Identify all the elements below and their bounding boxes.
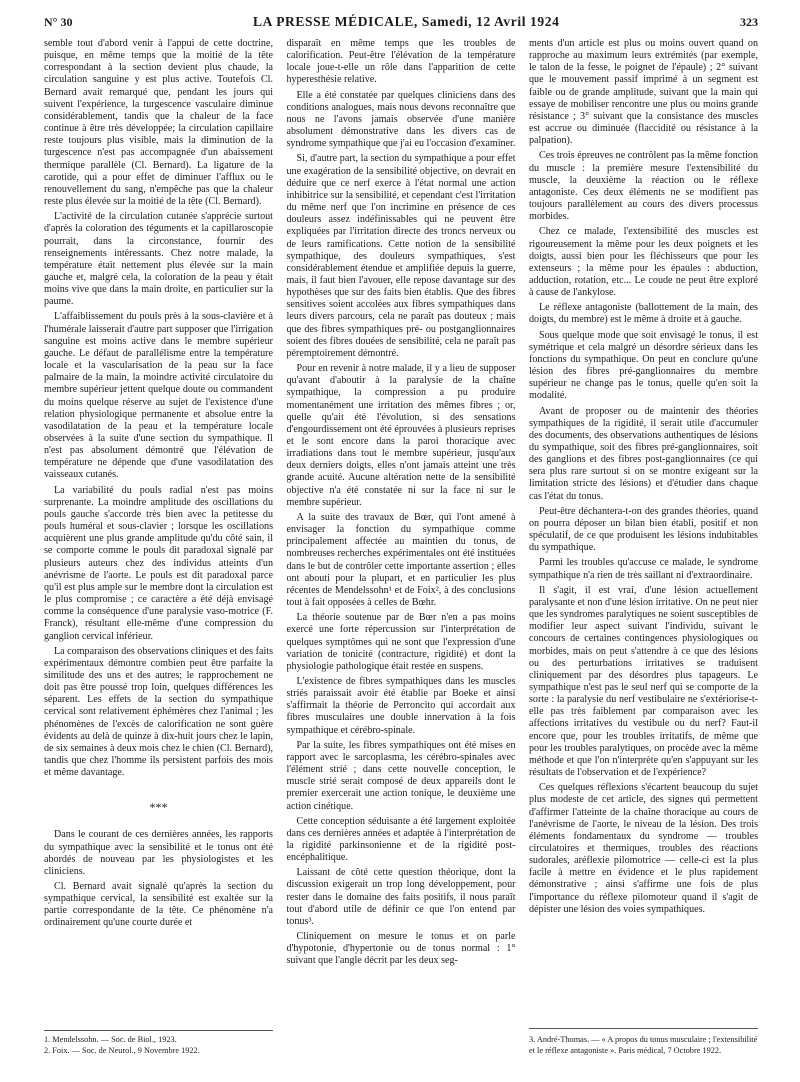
paragraph: Cl. Bernard avait signalé qu'après la section du sympathique cervical, la sensibilité est exaltée sur la partie correspondante de la tête. Ce phénomène n'a ordinairement qu'une courte durée et: [44, 881, 273, 929]
paragraph: L'activité de la circulation cutanée s'apprécie surtout d'après la coloration des téguments et la capillaroscopie pourrait, dans la circonstance, fournir des renseignements intéressants. Chez notre malade, la température était nettement plus élevée sur la main gauche et, malgré cela, la coloration de la peau y était moins vive que dans la main droite, en particulier sur la paume.: [44, 211, 273, 308]
paragraph: Le réflexe antagoniste (ballottement de la main, des doigts, du membre) est le même à droite et à gauche.: [529, 302, 758, 326]
paragraph: La variabilité du pouls radial n'est pas moins surprenante. La moindre amplitude des oscillations du pouls gauche s'accorde très bien avec la petitesse du pouls huméral et sous-clavier ; lorsque les oscillations acquièrent une plus grande amplitude qu'du côté sain, il se comporte comme le pouls dit paradoxal signalé par plusieurs auteurs chez des individus atteints d'un anévrisme de l'aorte. Le pouls est dit paradoxal parce qu'il est plus ample sur le membre dont la circulation est le plus compromise ; ce caractère a été déjà envisagé comme la conséquence d'une paralysie vaso-motrice (F. Franck), résultant elle-même d'une compression du ganglion cervical inférieur.: [44, 484, 273, 642]
paragraph: Ces trois épreuves ne contrôlent pas la même fonction du muscle : la première mesure l'extensibilité du muscle, la deuxième la réaction ou le réflexe antagoniste. Ces deux éléments ne se modifient pas toujours parallèlement au cours des divers processus morbides.: [529, 150, 758, 223]
page-header: [44, 14, 758, 36]
column-1: [44, 38, 273, 1068]
paragraph: Dans le courant de ces dernières années, les rapports du sympathique avec la sensibilité et le tonus ont été abordés de nouveau par les physiologistes et les cliniciens.: [44, 829, 273, 877]
issue-number: N° 30: [44, 15, 73, 29]
newspaper-page: [44, 14, 758, 1074]
paragraph: Elle a été constatée par quelques cliniciens dans des conditions analogues, mais nous devons reconnaître que nous ne l'avons jamais observée d'une manière absolument démonstrative dans les divers cas de syndrome sympathique que j'ai eu l'occasion d'examiner.: [286, 89, 516, 150]
paragraph: La théorie soutenue par de Bœr n'en a pas moins exercé une forte répercussion sur l'interprétation de quelques symptômes qui ne sont que l'expression d'une variation de tonicité (contracture, rigidité) et dont la physiologie pathologique était restée en suspens.: [286, 612, 516, 672]
paragraph: Cliniquement on mesure le tonus et on parle d'hypotonie, d'hypertonie ou de tonus normal : 1° suivant que l'angle décrit par les deux seg-: [286, 931, 516, 967]
footnotes: [44, 1030, 273, 1056]
paragraph: Peut-être déchantera-t-on des grandes théories, quand on pourra déposer un bilan bien établi, positif et non spéculatif, de ce que produisent les lésions indubitables du sympathique.: [529, 505, 758, 554]
paragraph: Laissant de côté cette question théorique, dont la discussion exigerait un trop long développement, pour rester dans le domaine des faits positifs, il nous paraît tout d'abord utile de définir ce que l'on entend par tonus³.: [286, 867, 516, 927]
paragraph: Il s'agit, il est vrai, d'une lésion actuellement paralysante et non d'une lésion irritative. On ne peut nier que les syndromes paralytiques ne soient susceptibles de modifier leur aspect suivant l'individu, suivant le concours de certaines contingences physiologiques ou morbides, mais on peut s'attendre à ce que des lésions ou des perturbations irritatives se traduisent cliniquement par des désordres plus tapageurs. Le sympathique n'est pas le seul nerf qui se comporte de la sorte : la paralysie du nerf vestibulaire ne s'extériorise-t-elle pas très faiblement par comparaison avec les affections irritatives du vestibule ou du nerf? Faut-il encore que, pour les troubles irritatifs, de même que pour les troubles paralytiques, on procède avec la même méthode et que l'on n'interprète qu'en s'appuyant sur les résultats de l'observation et de l'expérience?: [529, 584, 758, 779]
footnote: 3. André-Thomas. — « A propos du tonus musculaire ; l'extensibilité et le réflexe antagoniste ». Paris médical, 7 Octobre 1922.: [529, 1035, 758, 1055]
paragraph: Chez ce malade, l'extensibilité des muscles est rigoureusement la même pour les deux poignets et les doigts, aussi bien pour les fléchisseurs que pour les extenseurs ; la même pour les épaules : abduction, adduction, rotation, etc... Le coude ne peut être exploré à cause de l'ankylose.: [529, 226, 758, 299]
paragraph: disparaît en même temps que les troubles de calorification. Peut-être l'élévation de la température locale joue-t-elle un rôle dans l'apparition de cette hyperesthésie relative.: [286, 38, 516, 86]
text-columns: [44, 38, 758, 1068]
masthead-title: LA PRESSE MÉDICALE, Samedi, 12 Avril 1924: [253, 14, 560, 29]
column-2: [287, 38, 516, 1068]
paragraph: Par la suite, les fibres sympathiques ont été mises en rapport avec le sarcoplasma, les cérébro-spinales avec l'élément strié ; dans cette nouvelle conception, le muscle strié serait composé de deux appareils dont le premier exercerait une action tonique, le deuxième une action cinétique.: [286, 739, 516, 812]
paragraph: ments d'un article est plus ou moins ouvert quand on rapproche au maximum leurs extrémités (par exemple, le talon de la fesse, le poignet de l'épaule) ; 2° suivant que le mouvement passif imprimé à un segment est faible ou de grande amplitude, suivant que la main qui essaye de mobiliser rencontre une plus ou moins grande résistance ; 3° suivant que la consistance des muscles est accrue ou diminuée (flaccidité ou résistance à la palpation).: [529, 38, 758, 147]
paragraph: semble tout d'abord venir à l'appui de cette doctrine, puisque, en même temps que la moitié de la tête correspondant à la section devient plus chaude, la circulation sanguine y est plus active. Toutefois Cl. Bernard avait remarqué que, pendant les jours qui suivent l'expérience, la turgescence vasculaire diminue considérablement, tandis que la chaleur de la face continue à être très développée; la circulation capillaire reste toujours plus visible, mais la diminution de la turgescence n'est pas accompagnée d'un abaissement thermique parallèle (Cl. Bernard). La ligature de la carotide, qui a pour effet de diminuer l'afflux ou le renouvellement du sang, n'empêche pas que la chaleur reste plus élevée sur la moitié de la tête (Cl. Bernard).: [44, 38, 273, 208]
paragraph: A la suite des travaux de Bœr, qui l'ont amené à envisager la fonction du sympathique comme principalement affectée au maintien du tonus, de nombreuses recherches expérimentales ont été instituées dans le but de contrôler cette importante assertion ; elles ont abouti pour la plupart, et en particulier les plus récentes de Mendelssohn¹ et de Foix², à des conclusions tout à fait opposées à celles de Bœhr.: [286, 511, 516, 609]
paragraph: Avant de proposer ou de maintenir des théories sympathiques de la rigidité, il serait utile d'accumuler des documents, des observations authentiques de lésions du sympathique, soit des fibres pré-ganglionnaires, soit des ganglions et des fibres post-ganglionnaires (ce qui sera plus rare surtout si on se montre exigeant sur la limitation stricte des lésions) et d'étudier dans chaque cas l'état du tonus.: [529, 405, 758, 502]
paragraph: L'existence de fibres sympathiques dans les muscles striés paraissait avoir été établie par Boeke et ainsi s'affirmait la théorie de Perroncito qui accordait aux fibres musculaires une double innervation à la fois sympathique et cérébro-spinale.: [286, 675, 516, 736]
section-separator: ***: [149, 800, 168, 815]
footnotes: [529, 1028, 758, 1056]
page-number: 323: [739, 15, 758, 29]
footnote: 1. Mendelssohn. — Soc. de Biol., 1923.: [44, 1035, 177, 1044]
paragraph: Pour en revenir à notre malade, il y a lieu de supposer qu'avant d'aboutir à la paralysie de la chaîne sympathique, la compression a pu produire momentanément une irritation des mêmes fibres ; or, quelle qu'ait été l'évolution, si des sensations d'engourdissement ont été éprouvées à plusieurs reprises et le sont encore dans la paroi thoracique avec irradiations dans tout le membre supérieur, jusqu'aux deux derniers doigts, elles n'ont jamais atteint une très grande acuité. Aucune altération nette de la sensibilité objective n'a été constatée ni sur la face ni sur le membre supérieur.: [286, 363, 516, 508]
paragraph: L'affaiblissement du pouls près à la sous-clavière et à l'humérale laisserait d'autre part supposer que l'irrigation sanguine est moins active dans le membre supérieur gauche. Le défaut de parallélisme entre la température locale et la vascularisation de la peau sur la face palmaire de la main, la moindre activité circulatoire du membre supérieur jettent quelque doute ou commandent du moins quelque réserve au sujet de l'existence d'une relation physiologique permanente et absolue entre la vasodilatation de la peau et la température locale observées à la suite d'une section du sympathique. Il n'est pas absolument démontré que l'élévation de température ne dépende que d'une vasodilatation des vaisseaux cutanés.: [44, 311, 273, 481]
paragraph: Parmi les troubles qu'accuse ce malade, le syndrome sympathique n'a rien de très saillant ni d'extraordinaire.: [529, 557, 758, 581]
footnote: 2. Foix. — Soc. de Neurol., 9 Novembre 1922.: [44, 1045, 200, 1055]
paragraph: Sous quelque mode que soit envisagé le tonus, il est symétrique et cela malgré un désordre sérieux dans les fonctions du sympathique. On peut en conclure qu'une lésion des fibres pré-ganglionnaires du membre supérieur ne change pas le tonus, quelle qu'en soit la modalité.: [529, 329, 758, 402]
paragraph: La comparaison des observations cliniques et des faits expérimentaux démontre combien peut être parfaite la similitude des uns et des autres; le rapprochement ne doit pas être poussé trop loin, quelques différences les séparent. Les effets de la section du sympathique cervical sont relativement éphémères chez l'animal ; les phénomènes de l'excès de calorification ne sont guère évidents au delà de quinze à dix-huit jours chez le lapin, de six semaines à deux mois chez le chien (Cl. Bernard), tandis que chez l'homme ils persistent parfois des mois et même davantage.: [44, 645, 273, 779]
paragraph: Ces quelques réflexions s'écartent beaucoup du sujet plus modeste de cet article, des signes qui permettent d'affirmer l'atteinte de la chaîne thoracique au cours de l'anévrisme de l'aorte, le niveau de la lésion. Des trois éléments fondamentaux du syndrome — troubles circulatoires et thermiques, troubles des réactions sudorales, aréflexie pilomotrice — celle-ci est la plus facile à mettre en évidence et le plus rapidement démonstrative ; ainsi s'affirme une fois de plus l'importance du réflexe pilomoteur quand il s'agit de dépister une lésion des voies sympathiques.: [529, 782, 758, 915]
paragraph: Cette conception séduisante a été largement exploitée dans ces dernières années et adaptée à l'interprétation de la rigidité parkinsonienne et de la rigidité post-encéphalitique.: [286, 815, 516, 864]
column-3: [529, 38, 758, 1068]
paragraph: Si, d'autre part, la section du sympathique a pour effet une exagération de la sensibilité objective, on devrait en déduire que ce nerf exerce à l'état normal une action inhibitrice sur la sensibilité, et cependant c'est l'irritation du même nerf que l'on incrimine en présence de ces douleurs assez indéfinissables qui ne peuvent être expliquées par l'irritation directe des troncs nerveux ou de leurs ramifications. Cette notion de la sensibilité sympathique, des douleurs sympathiques, s'est considérablement étendue et amplifiée depuis la guerre, mais, il faut bien l'avouer, elle repose davantage sur des hypothèses que sur des faits bien établis. Que des fibres sensitives soient accolées aux fibres sympathiques dans leurs divers parcours, cela ne paraît pas douteux ; mais que des fibres sympathiques pré- ou postganglionnaires soient des fibres douées de sensibilité, cela ne paraît pas péremptoirement démontré.: [286, 153, 516, 359]
